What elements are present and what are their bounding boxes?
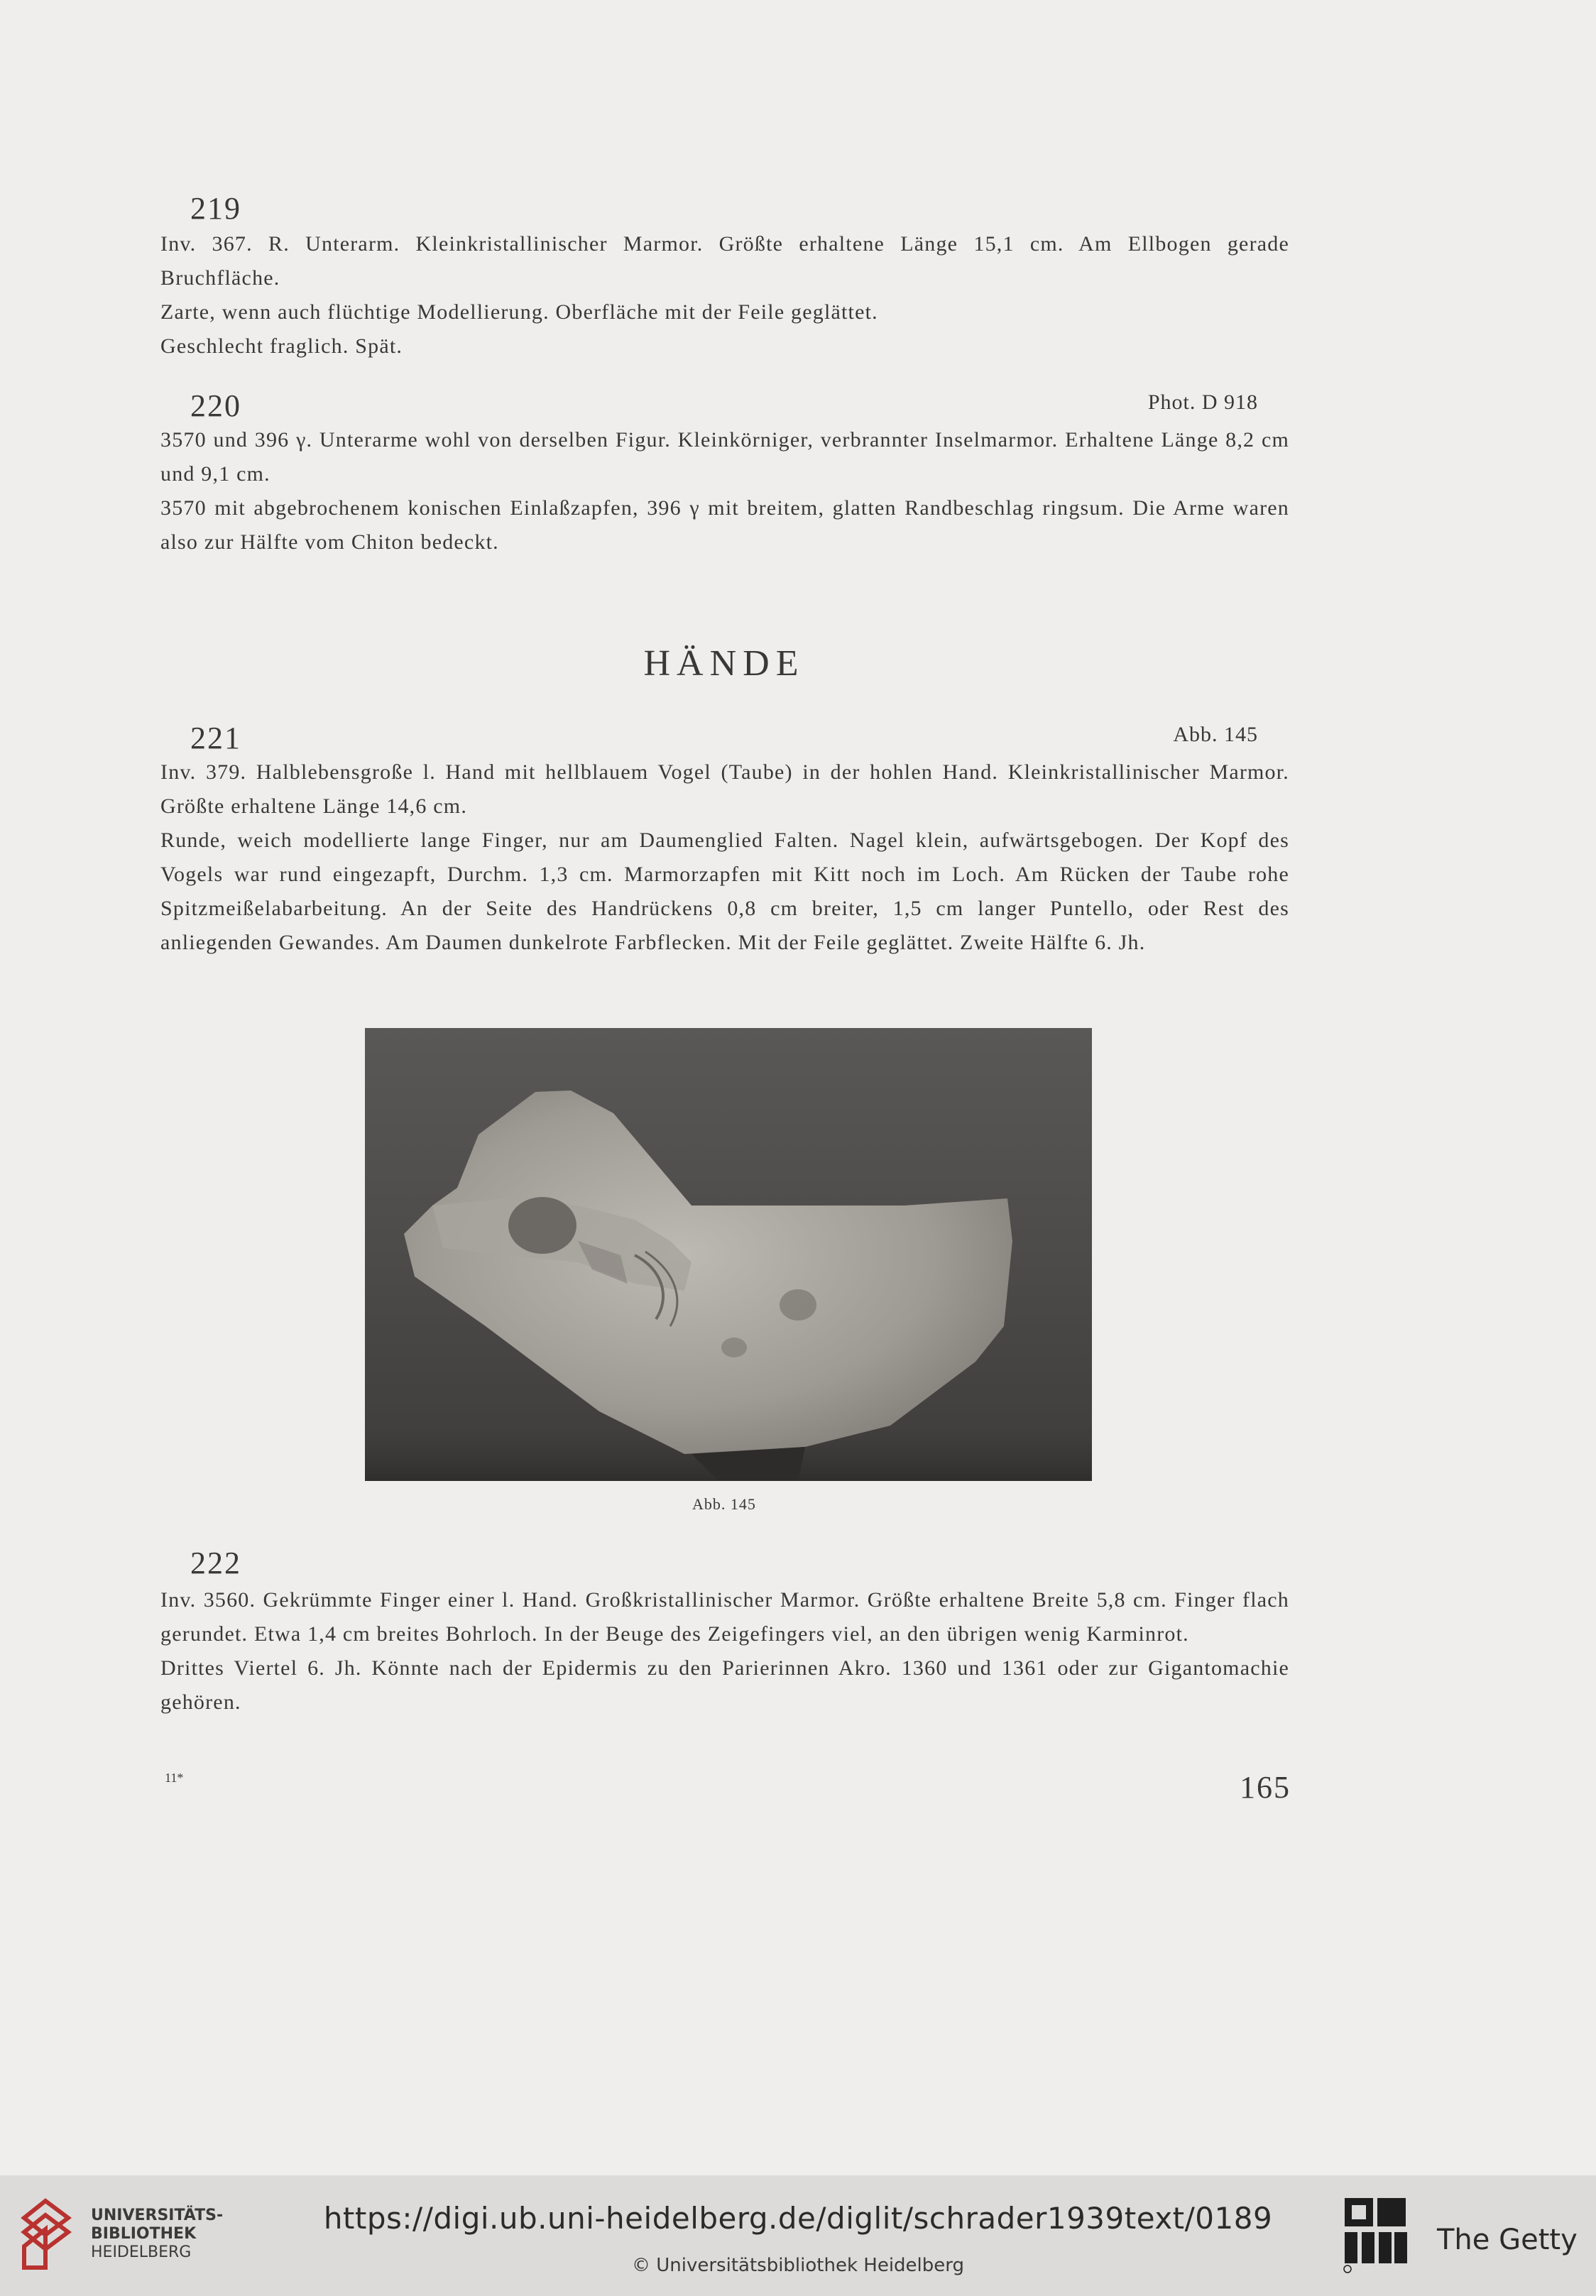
getty-logo-icon[interactable]: [1342, 2195, 1410, 2273]
page-number: 165: [1240, 1770, 1291, 1805]
paragraph: 3570 mit abgebrochenem konischen Einlaßzapfen, 396 γ mit breitem, glatten Randbeschlag ringsum. Die Arme waren also zur Hälfte vom Chiton bedeckt.: [160, 496, 1289, 554]
section-heading: HÄNDE: [643, 643, 805, 684]
library-name-line: UNIVERSITÄTS-: [91, 2207, 224, 2224]
entry-text-221: [160, 755, 1289, 960]
paragraph: Inv. 3560. Gekrümmte Finger einer l. Hand. Großkristallinischer Marmor. Größte erhaltene Breite 5,8 cm. Finger flach gerundet. Etwa 1,4 cm breites Bohrloch. In der Beuge des Zeigefingers viel, an den übrigen wenig Karminrot.: [160, 1588, 1289, 1646]
entry-number-222: 222: [190, 1546, 241, 1580]
figure-caption: Abb. 145: [692, 1495, 756, 1513]
marble-hand-illustration: [365, 1028, 1092, 1481]
footer-bar: [0, 2175, 1596, 2296]
paragraph: Drittes Viertel 6. Jh. Könnte nach der Epidermis zu den Parierinnen Akro. 1360 und 1361 oder zur Gigantomachie gehören.: [160, 1656, 1289, 1714]
paragraph: Runde, weich modellierte lange Finger, nur am Daumenglied Falten. Nagel klein, aufwärtsgebogen. Der Kopf des Vogels war rund eingezapft, Durchm. 1,3 cm. Marmorzapfen mit Kitt noch im Loch. Am Rücken der Taube rohe Spitzmeißelabarbeitung. An der Seite des Handrückens 0,8 cm breiter, 1,5 cm langer Puntello, oder Rest des anliegenden Gewandes. Am Daumen dunkelrote Farbflecken. Mit der Feile geglättet. Zweite Hälfte 6. Jh.: [160, 829, 1289, 954]
entry-text-222: [160, 1583, 1289, 1720]
library-name-line: BIBLIOTHEK: [91, 2225, 197, 2243]
copyright-notice: © Universitätsbibliothek Heidelberg: [631, 2255, 964, 2276]
document-url-link[interactable]: https://digi.ub.uni-heidelberg.de/diglit/schrader1939text/0189: [323, 2201, 1273, 2236]
marble-hand-photo: [365, 1028, 1092, 1481]
library-name-line: HEIDELBERG: [91, 2243, 192, 2261]
photo-reference: Phot. D 918: [1147, 390, 1258, 414]
paragraph: Inv. 367. R. Unterarm. Kleinkristallinischer Marmor. Größte erhaltene Länge 15,1 cm. Am Ellbogen gerade Bruchfläche.: [160, 232, 1289, 290]
paragraph: 3570 und 396 γ. Unterarme wohl von derselben Figur. Kleinkörniger, verbrannter Inselmarmor. Erhaltene Länge 8,2 cm und 9,1 cm.: [160, 428, 1289, 486]
partner-name[interactable]: The Getty: [1437, 2224, 1578, 2256]
paragraph: Geschlecht fraglich. Spät.: [160, 334, 403, 358]
entry-number-221: 221: [190, 721, 241, 755]
paragraph: Zarte, wenn auch flüchtige Modellierung. Oberfläche mit der Feile geglättet.: [160, 300, 878, 324]
paragraph: Inv. 379. Halblebensgroße l. Hand mit hellblauem Vogel (Taube) in der hohlen Hand. Kleinkristallinischer Marmor. Größte erhaltene Länge 14,6 cm.: [160, 760, 1289, 818]
signature-mark: 11*: [165, 1771, 184, 1785]
figure-reference: Abb. 145: [1173, 723, 1258, 746]
entry-text-219: [160, 227, 1289, 363]
entry-number-220: 220: [190, 388, 241, 423]
entry-number-219: 219: [190, 191, 241, 226]
entry-text-220: [160, 423, 1289, 559]
